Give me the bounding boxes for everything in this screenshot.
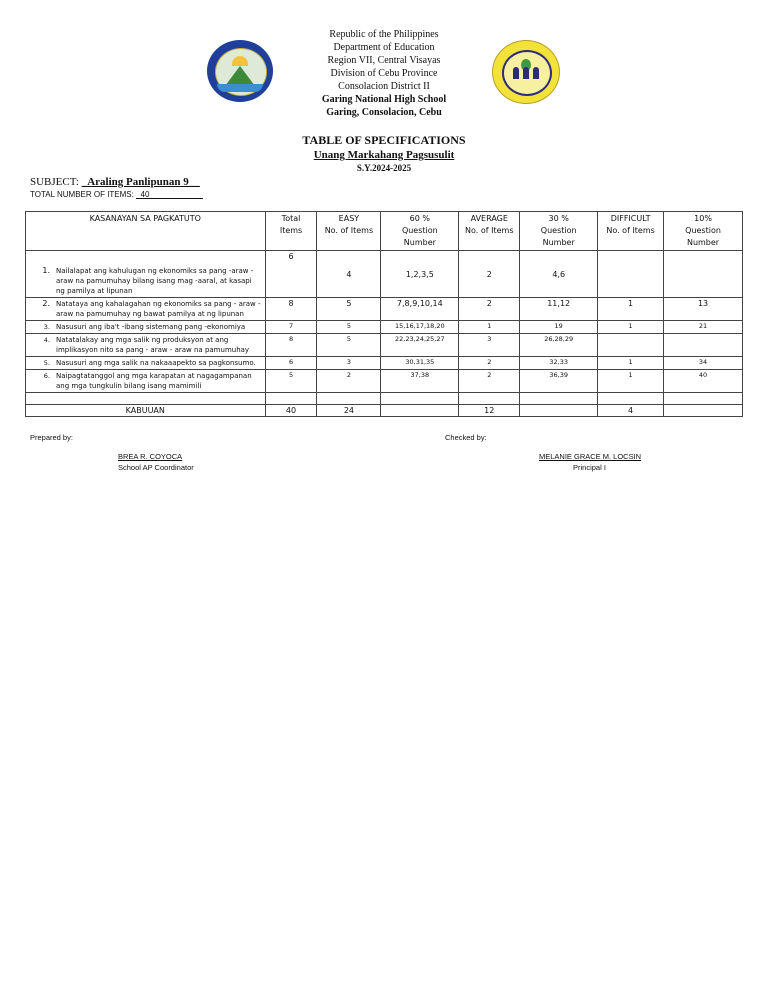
empty-row (26, 393, 743, 405)
header-line: Region VII, Central Visayas (327, 55, 441, 66)
preparer-name: BREA R. COYOCA (118, 452, 183, 461)
easy-count-cell: 3 (317, 357, 381, 370)
average-count-cell: 1 (459, 321, 520, 334)
table-row (26, 334, 743, 357)
average-questions-cell: 32,33 (520, 357, 598, 370)
school-year: S.Y.2024-2025 (356, 163, 412, 173)
difficult-questions-cell (664, 251, 743, 298)
header-average-questions: 30 % Question Number (520, 212, 598, 251)
header-line: Division of Cebu Province (330, 68, 438, 79)
competency-cell: 3. Nasusuri ang iba't -ibang sistemang pang -ekonomiya (26, 321, 266, 334)
difficult-count-cell: 1 (598, 321, 664, 334)
average-questions-cell: 4,6 (520, 251, 598, 298)
average-count-cell: 2 (459, 251, 520, 298)
average-total-cell: 12 (459, 405, 520, 417)
total-cell: 8 (265, 298, 317, 321)
table-row (26, 357, 743, 370)
difficult-count-cell: 1 (598, 357, 664, 370)
difficult-count-cell: 1 (598, 298, 664, 321)
total-items-label: TOTAL NUMBER OF ITEMS: (30, 190, 134, 199)
easy-questions-cell: 22,23,24,25,27 (381, 334, 459, 357)
competency-cell: 2. Natataya ang kahalagahan ng ekonomiks sa pang - araw - araw na pamumuhay ng bawat pamilya at ng lipunan (26, 298, 266, 321)
grand-total-cell: 40 (265, 405, 317, 417)
difficult-questions-cell: 40 (664, 370, 743, 393)
total-cell: 8 (265, 334, 317, 357)
average-count-cell: 2 (459, 370, 520, 393)
total-row (26, 405, 743, 417)
difficult-questions-cell: 21 (664, 321, 743, 334)
easy-questions-cell: 7,8,9,10,14 (381, 298, 459, 321)
easy-count-cell: 5 (317, 334, 381, 357)
total-items-value: _40____________ (136, 190, 203, 199)
easy-questions-cell: 37,38 (381, 370, 459, 393)
checked-by-label: Checked by: (445, 433, 487, 442)
table-row (26, 370, 743, 393)
document-title: TABLE OF SPECIFICATIONS (302, 133, 466, 147)
easy-questions-cell: 30,31,35 (381, 357, 459, 370)
easy-total-cell: 24 (317, 405, 381, 417)
checker-title: Principal I (573, 463, 606, 472)
prepared-by-label: Prepared by: (30, 433, 73, 442)
header-easy: EASY No. of Items (317, 212, 381, 251)
exam-name: Unang Markahang Pagsusulit (313, 149, 455, 161)
document-title-block (0, 133, 768, 175)
difficult-total-cell: 4 (598, 405, 664, 417)
header-easy-questions: 60 % Question Number (381, 212, 459, 251)
total-cell: 6 (265, 251, 317, 298)
competency-cell: 6. Naipagtatanggol ang mga karapatan at nagagampanan ang mga tungkulin bilang isang mamimili (26, 370, 266, 393)
header-difficult: DIFFICULT No. of Items (598, 212, 664, 251)
average-questions-cell: 11,12 (520, 298, 598, 321)
competency-cell: 5. Nasusuri ang mga salik na nakaaapekto sa pagkonsumo. (26, 357, 266, 370)
subject-line (30, 176, 200, 188)
table-row (26, 298, 743, 321)
difficult-count-cell: 1 (598, 370, 664, 393)
average-count-cell: 3 (459, 334, 520, 357)
school-name: Garing National High School (321, 94, 447, 105)
total-cell: 7 (265, 321, 317, 334)
letterhead (0, 28, 768, 119)
subject-value: _Araling Panlipunan 9__ (81, 176, 200, 188)
header-difficult-questions: 10% Question Number (664, 212, 743, 251)
table-header-row (26, 212, 743, 251)
easy-count-cell: 5 (317, 321, 381, 334)
average-count-cell: 2 (459, 357, 520, 370)
easy-count-cell: 5 (317, 298, 381, 321)
easy-questions-cell: 1,2,3,5 (381, 251, 459, 298)
easy-count-cell: 4 (317, 251, 381, 298)
header-line: Department of Education (333, 42, 435, 53)
difficult-count-cell (598, 334, 664, 357)
table-row (26, 321, 743, 334)
subject-label: SUBJECT: (30, 176, 79, 188)
difficult-questions-cell: 13 (664, 298, 743, 321)
total-row-label: KABUUAN (26, 405, 266, 417)
total-cell: 5 (265, 370, 317, 393)
easy-count-cell: 2 (317, 370, 381, 393)
school-address: Garing, Consolacion, Cebu (326, 107, 442, 118)
header-competency: KASANAYAN SA PAGKATUTO (26, 212, 266, 251)
difficult-count-cell (598, 251, 664, 298)
difficult-questions-cell (664, 334, 743, 357)
table-row (26, 251, 743, 298)
difficult-questions-cell: 34 (664, 357, 743, 370)
competency-cell: 4. Natatalakay ang mga salik ng produksyon at ang implikasyon nito sa pang - araw - araw na pamumuhay (26, 334, 266, 357)
header-line: Republic of the Philippines (329, 29, 439, 40)
average-questions-cell: 19 (520, 321, 598, 334)
specifications-table (25, 211, 743, 417)
checker-name: MELANIE GRACE M. LOCSIN (539, 452, 642, 461)
competency-cell: 1. Nailalapat ang kahulugan ng ekonomiks sa pang -araw - araw na pamumuhay bilang isang mag -aaral, at kasapi ng pamilya at lipunan (26, 251, 266, 298)
total-items-line (30, 190, 203, 199)
header-average: AVERAGE No. of Items (459, 212, 520, 251)
average-count-cell: 2 (459, 298, 520, 321)
preparer-title: School AP Coordinator (118, 463, 194, 472)
average-questions-cell: 36,39 (520, 370, 598, 393)
header-line: Consolacion District II (338, 81, 430, 92)
total-cell: 6 (265, 357, 317, 370)
average-questions-cell: 26,28,29 (520, 334, 598, 357)
header-total: Total Items (265, 212, 317, 251)
easy-questions-cell: 15,16,17,18,20 (381, 321, 459, 334)
